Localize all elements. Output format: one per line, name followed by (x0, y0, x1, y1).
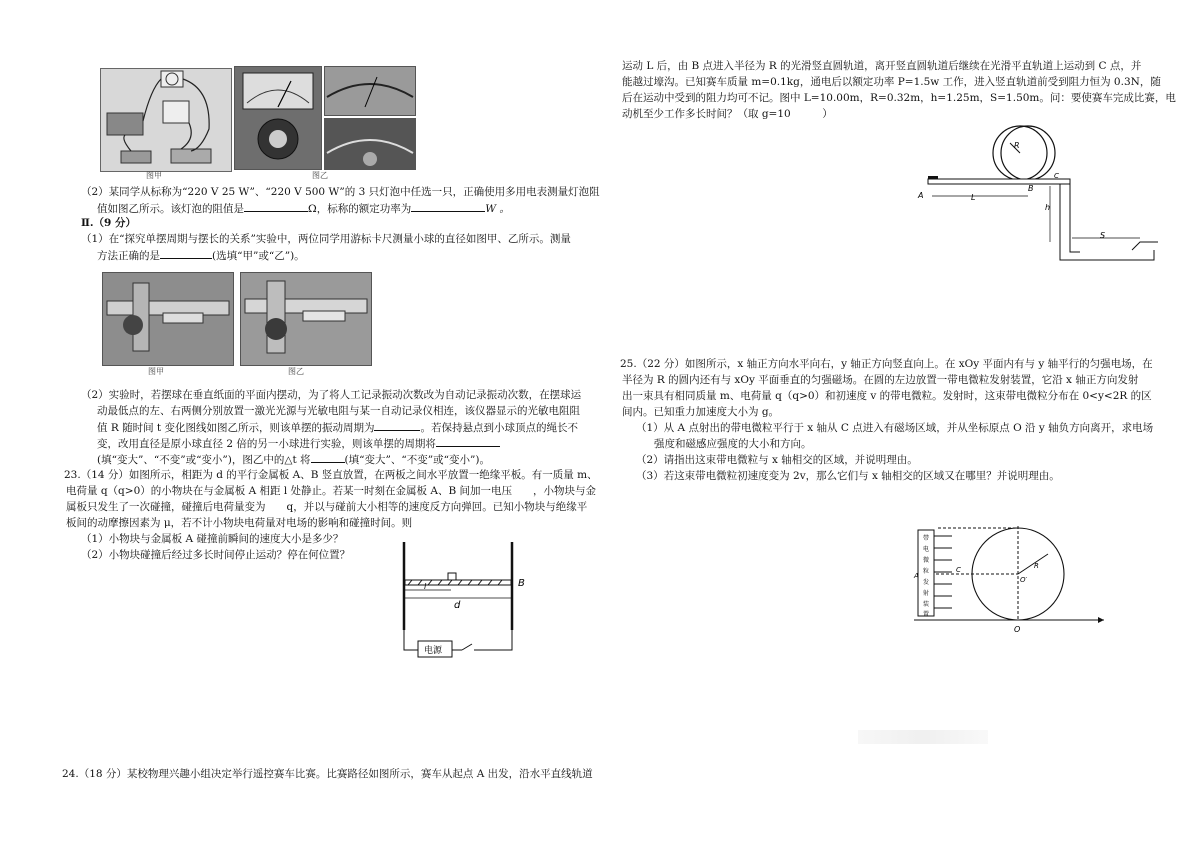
switch (462, 644, 472, 650)
l-label: l (424, 582, 427, 591)
meter-scale-photo-bottom (324, 118, 416, 170)
p2q2-line3-tail: 。若保持悬点到小球顶点的绳长不 (420, 422, 578, 434)
race-track-diagram (914, 124, 1194, 264)
q25-sub1: （1）从 A 点射出的带电微粒平行于 x 轴从 C 点进入有磁场区域，并从坐标原点 O 沿 y 轴负方向离开，求电场 (636, 422, 1154, 434)
q2-text-c: W 。 (485, 203, 510, 215)
parallel-plates-diagram (396, 538, 536, 662)
caliper-photo-jia (102, 272, 234, 366)
q24-line2: 运动 L 后，由 B 点进入半径为 R 的光滑竖直圆轨道，离开竖直圆轨道后继续在光滑平直轨道上运动到 C 点，并 (622, 60, 1142, 72)
a-label-25: A (914, 572, 919, 580)
h-label: h (1045, 203, 1051, 212)
q23-line4: 板间的动摩擦因素为 μ，若不计小物块电荷量对电场的影响和碰撞时间。则 (66, 517, 413, 529)
p2q2-line2: 动最低点的左、右两侧分别放置一激光光源与光敏电阻与某一自动记录仪相连，该仪器显示的光敏电阻阻 (97, 405, 580, 417)
a-label: A (918, 191, 924, 200)
p2q1-line1: （1）在“探究单摆周期与摆长的关系”实验中，两位同学用游标卡尺测量小球的直径如图甲、乙所示。测量 (81, 233, 571, 245)
faint-watermark (858, 730, 988, 744)
q2-line1: （2）某同学从标称为“220 V 25 W”、“220 V 500 W”的 3 只灯泡中任选一只，正确使用多用电表测量灯泡阻 (81, 186, 600, 198)
q24-line3: 能越过壕沟。已知赛车质量 m=0.1kg，通电后以额定功率 P=1.5w 工作，进入竖直轨道前受到阻力恒为 0.3N，随 (622, 76, 1161, 88)
q25-sub2: （2）请指出这束带电微粒与 x 轴相交的区域，并说明理由。 (636, 454, 918, 466)
part-ii-heading: Ⅱ.（9 分） (81, 217, 136, 229)
q24-line4: 后在运动中受到的阻力均可不记。图中 L=10.00m，R=0.32m，h=1.25m，S=1.50m。问：要使赛车完成比赛，电 (622, 92, 1176, 104)
p2q2-line5 (97, 451, 490, 468)
device-label-text: 带电微粒发射装置 (708, 316, 716, 317)
q23-line3: 属板只发生了一次碰撞，碰撞后电荷量变为 q，并以与碰前大小相等的速度反方向弹回。已知小物块与绝缘平 (66, 501, 588, 513)
s-label: S (1100, 231, 1106, 240)
meter-scale-photo-top (324, 66, 416, 116)
small-block (448, 573, 456, 580)
p2q2-line4 (97, 435, 500, 452)
multimeter-dial (235, 67, 321, 169)
method-blank[interactable] (160, 247, 212, 259)
p2q2-line5-tail: (填“变大”、“不变”或“变小”)。 (344, 454, 490, 466)
q2-text-b: Ω，标称的额定功率为 (308, 203, 412, 215)
q23-sub1: （1）小物块与金属板 A 碰撞前瞬间的速度大小是多少？ (81, 533, 344, 545)
b-label: B (518, 578, 525, 589)
q23-sub2: （2）小物块碰撞后经过多长时间停止运动？停在何位置？ (81, 549, 351, 561)
q25-line3: 出一束具有相同质量 m、电荷量 q（q>0）和初速度 v 的带电微粒。发射时，这束带电微粒分布在 0<y<2R 的区 (622, 390, 1152, 402)
b-label-24: B (1028, 184, 1034, 193)
resistance-blank[interactable] (244, 200, 308, 212)
o-label: O (1014, 625, 1021, 634)
r-label-25: R (1034, 562, 1039, 570)
d-label: d (454, 600, 461, 611)
circuit-caption: 图甲 (146, 171, 162, 180)
q25-line1: 25.（22 分）如图所示，x 轴正方向水平向右，y 轴正方向竖直向上。在 xOy 平面内有与 y 轴平行的匀强电场，在 (620, 358, 1153, 370)
device-label: 带电微粒发射装置 (923, 535, 930, 618)
p2q2-line5-text: (填“变大”、“不变”或“变小”)，图乙中的△t 将 (97, 454, 311, 466)
q23-line2: 电荷量 q（q>0）的小物块在与金属板 A 相距 l 处静止。若某一时刻在金属板 A、B 间加一电压 ，小物块与金 (66, 485, 597, 497)
period-change-blank[interactable] (436, 435, 500, 447)
q25-line4: 间内。已知重力加速度大小为 g。 (622, 406, 780, 418)
c-label: C (1054, 172, 1059, 180)
q25-sub3: （3）若这束带电微粒初速度变为 2v，那么它们与 x 轴相交的区域又在哪里？并说明理由。 (636, 470, 1060, 482)
q25-sub1-cont: 强度和磁感应强度的大小和方向。 (654, 438, 812, 450)
caliper-caption-yi: 图乙 (288, 367, 304, 376)
multimeter-photo (234, 66, 322, 170)
p2q2-line3-text: 值 R 随时间 t 变化图线如图乙所示，则该单摆的振动周期为 (97, 422, 375, 434)
power-source-label: 电源 (424, 646, 443, 656)
q24-line5: 动机至少工作多长时间？（取 g=10 ） (622, 108, 833, 120)
q25-line2: 半径为 R 的圆内还有与 xOy 平面垂直的匀强磁场。在圆的左边放置一带电微粒发射装置，它沿 x 轴正方向发射 (622, 374, 1139, 386)
o-prime-label: O′ (1020, 576, 1028, 584)
q2-text-a: 值如图乙所示。该灯泡的阻值是 (97, 203, 244, 215)
q23-line1: 23.（14 分）如图所示，相距为 d 的平行金属板 A、B 竖直放置，在两板之间水平放置一绝缘平板。有一质量 m、 (64, 469, 598, 481)
p2q2-line3 (97, 419, 578, 436)
delta-t-blank[interactable] (311, 451, 345, 463)
caliper-photo-yi (240, 272, 372, 366)
multimeter-caption: 图乙 (312, 171, 328, 180)
caliper-caption-jia: 图甲 (148, 367, 164, 376)
circuit-drawing (101, 69, 231, 171)
p2q1-text-b: (选填“甲”或“乙”)。 (212, 250, 305, 262)
p2q1-line2 (97, 247, 305, 264)
p2q1-text-a: 方法正确的是 (97, 250, 160, 262)
r-label: R (1014, 141, 1020, 150)
l-label-24: L (971, 193, 976, 202)
period-blank[interactable] (374, 419, 420, 431)
c-label-25: C (956, 566, 961, 574)
circuit-photo (100, 68, 232, 172)
q24-line-start: 24.（18 分）某校物理兴趣小组决定举行遥控赛车比赛。比赛路径如图所示，赛车从起点 A 出发，沿水平直线轨道 (62, 768, 593, 780)
power-blank[interactable] (411, 200, 485, 212)
q2-line2 (97, 200, 510, 217)
p2q2-line4-text: 变，改用直径是原小球直径 2 倍的另一小球进行实验，则该单摆的周期将 (97, 438, 436, 450)
p2q2-line1: （2）实验时，若摆球在垂直纸面的平面内摆动，为了将人工记录振动次数改为自动记录振动次数，在摆球运 (81, 389, 582, 401)
